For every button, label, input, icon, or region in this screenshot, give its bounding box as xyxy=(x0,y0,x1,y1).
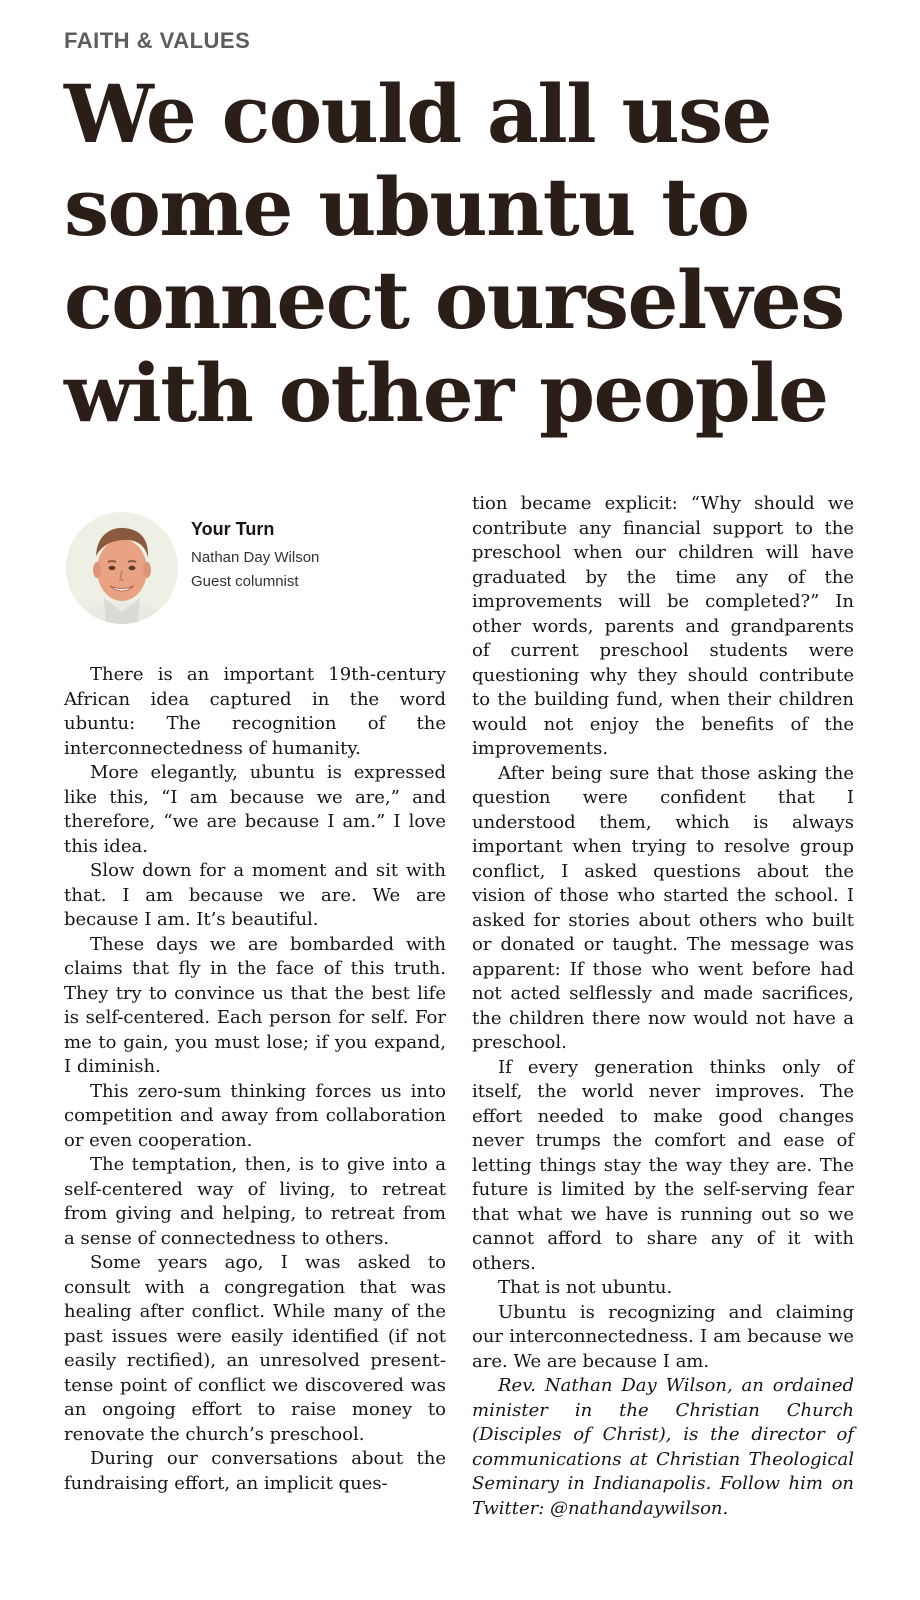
body-paragraph: During our conversations about the fundraising effort, an implicit ques- xyxy=(64,1448,446,1494)
body-paragraph: Ubuntu is recognizing and claiming our interconnectedness. I am because we are. We are because I am. xyxy=(472,1301,854,1372)
author-name: Nathan Day Wilson xyxy=(191,549,320,566)
section-label: FAITH & VALUES xyxy=(64,28,251,53)
author-photo xyxy=(66,512,178,624)
author-role: Guest columnist xyxy=(191,573,299,590)
body-paragraph: More elegantly, ubuntu is expressed like this, “I am because we are,” and therefore, “we are because I am.” I love this idea. xyxy=(64,762,446,857)
author-bio: Rev. Nathan Day Wilson, an ordained minister in the Christian Church (Disciples of Christ), is the director of communications at Christian Theological Seminary in Indianapolis. Follow him on Twitter: @nathandaywilson. xyxy=(472,1375,854,1519)
body-paragraph: After being sure that those asking the question were confident that I understood them, which is always important when trying to resolve group conflict, I asked questions about the vision of those who started the school. I asked for stories about others who built or donated or taught. The message was apparent: If those who went before had not acted selflessly and made sacrifices, the children there now would not have a preschool. xyxy=(472,762,854,1053)
headline: We could all use some ubuntu to connect ourselves with other people xyxy=(64,67,844,440)
byline xyxy=(66,512,446,632)
article-column-right xyxy=(472,492,854,1521)
article-column-left xyxy=(64,663,446,1496)
body-paragraph: The temptation, then, is to give into a self-centered way of living, to retreat from giving and helping, to retreat from a sense of connectedness to others. xyxy=(64,1154,446,1249)
body-paragraph: If every generation thinks only of itself, the world never improves. The effort needed to make good changes never trumps the comfort and ease of letting things stay the way they are. The future is limited by the self-serving fear that what we have is running out so we cannot afford to share any of it with others. xyxy=(472,1056,854,1274)
body-paragraph-continued: tion became explicit: “Why should we contribute any financial support to the preschool when our children will have graduated by the time any of the improvements will be completed?” In other words, parents and grandparents of current preschool students were questioning why they should contribute to the building fund, when their children would not enjoy the benefits of the improvements. xyxy=(472,493,854,759)
body-paragraph: Some years ago, I was asked to consult with a congregation that was healing after conflict. While many of the past issues were easily identified (if not easily rectified), an unresolved present-tense point of conflict we discovered was an ongoing effort to raise money to renovate the church’s preschool. xyxy=(64,1252,446,1445)
body-paragraph: There is an important 19th-century African idea captured in the word ubuntu: The recognition of the interconnectedness of humanity. xyxy=(64,664,446,759)
body-paragraph: Slow down for a moment and sit with that. I am because we are. We are because I am. It’s beautiful. xyxy=(64,860,446,930)
body-paragraph: These days we are bombarded with claims that fly in the face of this truth. They try to convince us that the best life is self-centered. Each person for self. For me to gain, you must lose; if you expand, I diminish. xyxy=(64,933,446,1077)
body-paragraph: This zero-sum thinking forces us into competition and away from collaboration or even cooperation. xyxy=(64,1080,446,1151)
body-paragraph: That is not ubuntu. xyxy=(498,1277,673,1298)
byline-kicker: Your Turn xyxy=(191,519,275,539)
